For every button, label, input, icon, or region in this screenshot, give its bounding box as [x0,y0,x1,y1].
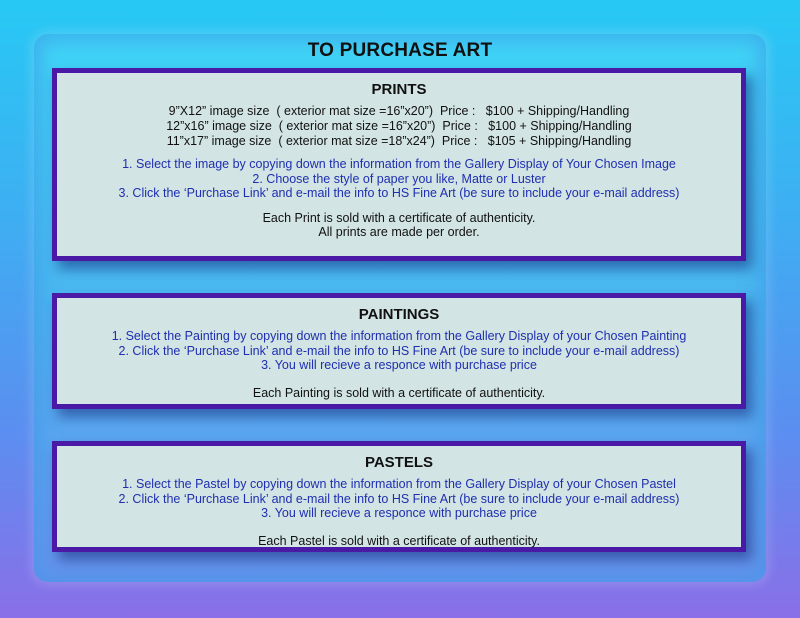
pastels-section [52,441,746,552]
paintings-title: PAINTINGS [358,306,440,323]
step-item: 3. You will recieve a responce with purchase price [261,358,537,372]
pastels-title: PASTELS [364,454,434,471]
step-item: 2. Click the ‘Purchase Link’ and e-mail the info to HS Fine Art (be sure to include your e-mail address) [118,343,680,358]
step-item: 1. Select the image by copying down the information from the Gallery Display of Your Chosen Image [122,157,676,171]
step-item: 3. You will recieve a responce with purchase price [261,506,537,520]
note-text: Each Pastel is sold with a certificate of authenticity. [258,533,540,548]
step-item: 3. Click the ‘Purchase Link’ and e-mail the info to HS Fine Art (be sure to include your e-mail address) [118,186,680,200]
price-line: 12”x16” image size ( exterior mat size =16”x20”) Price : $100 + Shipping/Handling [166,119,632,133]
step-item: 2. Click the ‘Purchase Link’ and e-mail the info to HS Fine Art (be sure to include your e-mail address) [118,491,680,506]
price-line: 9”X12” image size ( exterior mat size =16”x20”) Price : $100 + Shipping/Handling [168,104,630,118]
step-item: 1. Select the Pastel by copying down the information from the Gallery Display of your Chosen Pastel [122,477,676,491]
note-text: Each Print is sold with a certificate of authenticity. [262,210,536,225]
pastels-notes [57,534,741,549]
price-line: 11”x17” image size ( exterior mat size =18”x24”) Price : $105 + Shipping/Handling [166,134,632,148]
prints-price-list [57,104,741,149]
prints-title: PRINTS [371,81,427,98]
paintings-steps [57,329,741,373]
prints-section [52,68,746,261]
prints-steps [57,157,741,201]
prints-notes [57,211,741,240]
step-item: 1. Select the Painting by copying down the information from the Gallery Display of your Chosen Painting [111,329,687,343]
pastels-steps [57,477,741,521]
paintings-section [52,293,746,409]
paintings-notes [57,386,741,401]
step-item: 2. Choose the style of paper you like, Matte or Luster [252,171,546,186]
note-text: Each Painting is sold with a certificate of authenticity. [252,385,546,400]
note-text: All prints are made per order. [318,225,480,239]
page-title: TO PURCHASE ART [307,40,493,61]
